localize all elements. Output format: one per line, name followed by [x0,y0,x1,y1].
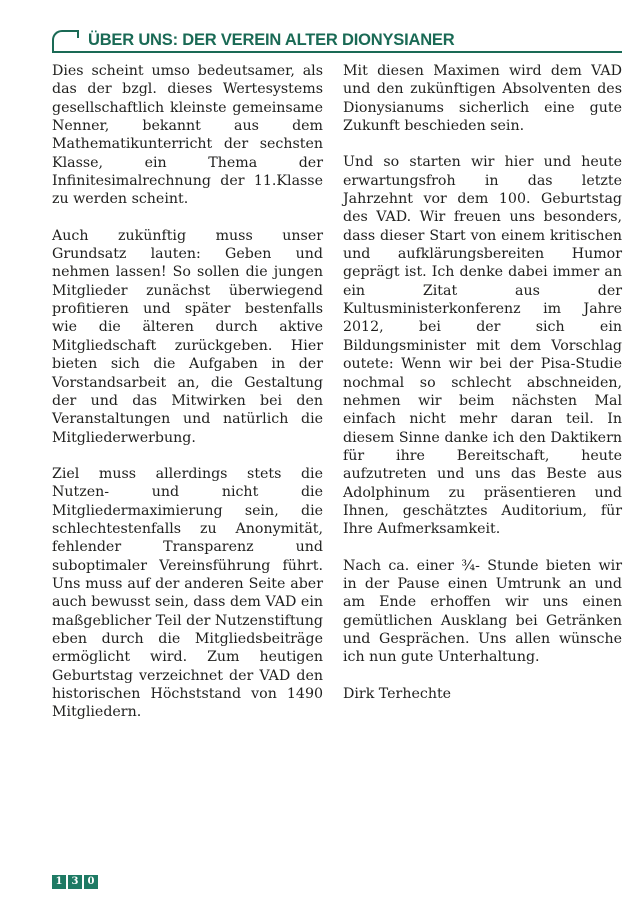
paragraph: Und so starten wir hier und heute erwartungsfroh in das letzte Jahrzehnt vor dem 100. Geburtstag des VAD. Wir freuen uns besonders, dass dieser Start von einem kritischen und aufklärungsbereiten Humor geprägt ist. Ich denke dabei immer an ein Zitat aus der Kultusministerkonferenz im Jahre 2012, bei der sich ein Bildungsminister mit dem Vorschlag outete: Wenn wir bei der Pisa-Studie nochmal so schlecht abschneiden, nehmen wir beim nächsten Mal einfach nicht mehr daran teil. In diesem Sinne danke ich den Daktikern für ihre Bereitschaft, heute aufzutreten und uns das Beste aus Adolphinum zu präsentieren und Ihnen, geschätztes Auditorium, für Ihre Aufmerksamkeit. [343,154,622,538]
page-number [52,875,98,889]
paragraph: Nach ca. einer ¾- Stunde bieten wir in der Pause einen Umtrunk an und am Ende erhoffen wir uns einen gemütlichen Ausklang bei Getränken und Gesprächen. Uns allen wünsche ich nun gute Unterhaltung. [343,557,622,666]
paragraph: Mit diesen Maximen wird dem VAD und den zukünftigen Absolventen des Dionysianums sicherlich eine gute Zukunft beschieden sein. [343,63,622,135]
paragraph: Ziel muss allerdings stets die Nutzen- und nicht die Mitgliedermaximierung sein, die schlechtestenfalls zu Anonymität, fehlender Transparenz und suboptimaler Vereinsführung führt. Uns muss auf der anderen Seite aber auch bewusst sein, dass dem VAD ein maßgeblicher Teil der Nutzenstiftung eben durch die Mitgliedsbeiträge ermöglicht wird. Zum heutigen Geburtstag verzeichnet der VAD den historischen Höchststand von 1490 Mitgliedern. [52,465,323,721]
header-rule [52,51,622,53]
page-title: ÜBER UNS: DER VEREIN ALTER DIONYSIANER [88,31,455,49]
paragraph: Dies scheint umso bedeutsamer, als das der bzgl. dieses Wertesystems gesellschaftlich kleinste gemeinsame Nenner, bekannt aus dem Mathematikunterricht der sechsten Klasse, ein Thema der Infinitesimalrechnung der 11.Klasse zu werden scheint. [52,63,323,208]
page-number-digit: 1 [52,875,66,889]
header-tab-tick [77,30,79,38]
page-number-digit: 3 [68,875,82,889]
page-number-digit: 0 [84,875,98,889]
article-body [52,62,622,740]
author-signature: Dirk Terhechte [343,685,452,702]
column-right [343,62,622,740]
paragraph: Auch zukünftig muss unser Grundsatz lauten: Geben und nehmen lassen! So sollen die jungen Mitglieder zunächst überwiegend profitieren und später bestenfalls wie die älteren durch aktive Mitgliedschaft zurückgeben. Hier bieten sich die Aufgaben in der Vorstandsarbeit an, die Gestaltung der und das Mitwirken bei den Veranstaltungen und natürlich die Mitgliederwerbung. [52,227,323,446]
column-left [52,62,323,740]
header-tab-decoration [52,30,78,51]
